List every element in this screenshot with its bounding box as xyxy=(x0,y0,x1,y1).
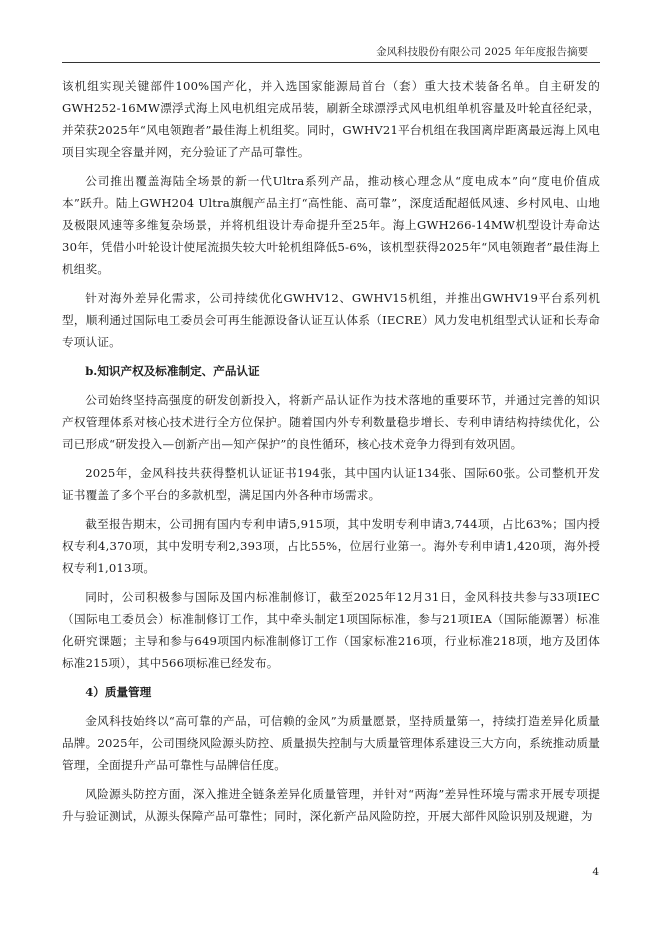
paragraph-standards: 同时，公司积极参与国际及国内标准制修订，截至2025年12月31日，金风科技共参与33项IEC（国际电工委员会）标准制修订工作，其中牵头制定1项国际标准，参与21项IEA（国际能源署）标准化研究课题；主导和参与649项国内标准制修订工作（国家标准216项，行业标准218项，地方及团体标准215项），其中566项标准已经发布。 xyxy=(62,590,600,670)
paragraph-overseas-models: 针对海外差异化需求，公司持续优化GWHV12、GWHV15机组，并推出GWHV19平台系列机型，顺利通过国际电工委员会可再生能源设备认证互认体系（IECRE）风力发电机组型式认证和长寿命专项认证。 xyxy=(62,291,600,349)
paragraph-ultra-series: 公司推出覆盖海陆全场景的新一代Ultra系列产品，推动核心理念从“度电成本”向“度电价值成本”跃升。陆上GWH204 Ultra旗舰产品主打“高性能、高可靠”，深度适配超低风速、乡村风电、山地及极限风速等多维复杂场景，并将机组设计寿命提升至25年。海上GWH266-14MW机型设计寿命达30年，凭借小叶轮设计使尾流损失较大叶轮机组降低5-6%，该机型获得2025年“风电领跑者”最佳海上机组奖。 xyxy=(62,174,600,276)
paragraph-certificates: 2025年，金风科技共获得整机认证证书194张，其中国内认证134张、国际60张。公司整机开发证书覆盖了多个平台的多款机型，满足国内外各种市场需求。 xyxy=(62,466,600,502)
paragraph-offshore-turbine: 该机组实现关键部件100%国产化，并入选国家能源局首台（套）重大技术装备名单。自主研发的GWH252-16MW漂浮式海上风电机组完成吊装，刷新全球漂浮式风电机组单机容量及叶轮直径纪录，并荣获2025年“风电领跑者”最佳海上机组奖。同时，GWHV21平台机组在我国离岸距离最远海上风电项目实现全容量并网，充分验证了产品可靠性。 xyxy=(62,79,600,159)
header-divider xyxy=(62,62,600,63)
paragraph-rd-investment: 公司始终坚持高强度的研发创新投入，将新产品认证作为技术落地的重要环节，并通过完善的知识产权管理体系对核心技术进行全方位保护。随着国内外专利数量稳步增长、专利申请结构持续优化，公司已形成“研发投入—创新产出—知产保护”的良性循环，核心技术竞争力得到有效巩固。 xyxy=(62,393,600,451)
section-heading-ip-standards: b.知识产权及标准制定、产品认证 xyxy=(85,364,260,378)
document-body xyxy=(62,75,600,834)
paragraph-quality-vision: 金风科技始终以“高可靠的产品，可信赖的金风”为质量愿景，坚持质量第一，持续打造差异化质量品牌。2025年，公司围绕风险源头防控、质量损失控制与大质量管理体系建设三大方向，系统推动质量管理，全面提升产品可靠性与品牌信任度。 xyxy=(62,714,600,772)
page-header-title: 金风科技股份有限公司 2025 年年度报告摘要 xyxy=(376,46,588,58)
paragraph-risk-control: 风险源头防控方面，深入推进全链条差异化质量管理，并针对“两海”差异性环境与需求开展专项提升与验证测试，从源头保障产品可靠性；同时，深化新产品风险防控，开展大部件风险识别及规避，为 xyxy=(62,787,600,823)
paragraph-patents: 截至报告期末，公司拥有国内专利申请5,915项，其中发明专利申请3,744项，占比63%；国内授权专利4,370项，其中发明专利2,393项，占比55%，位居行业第一。海外专利申请1,420项，海外授权专利1,013项。 xyxy=(62,517,600,575)
section-heading-quality: 4）质量管理 xyxy=(85,685,152,699)
page-number: 4 xyxy=(592,866,599,878)
